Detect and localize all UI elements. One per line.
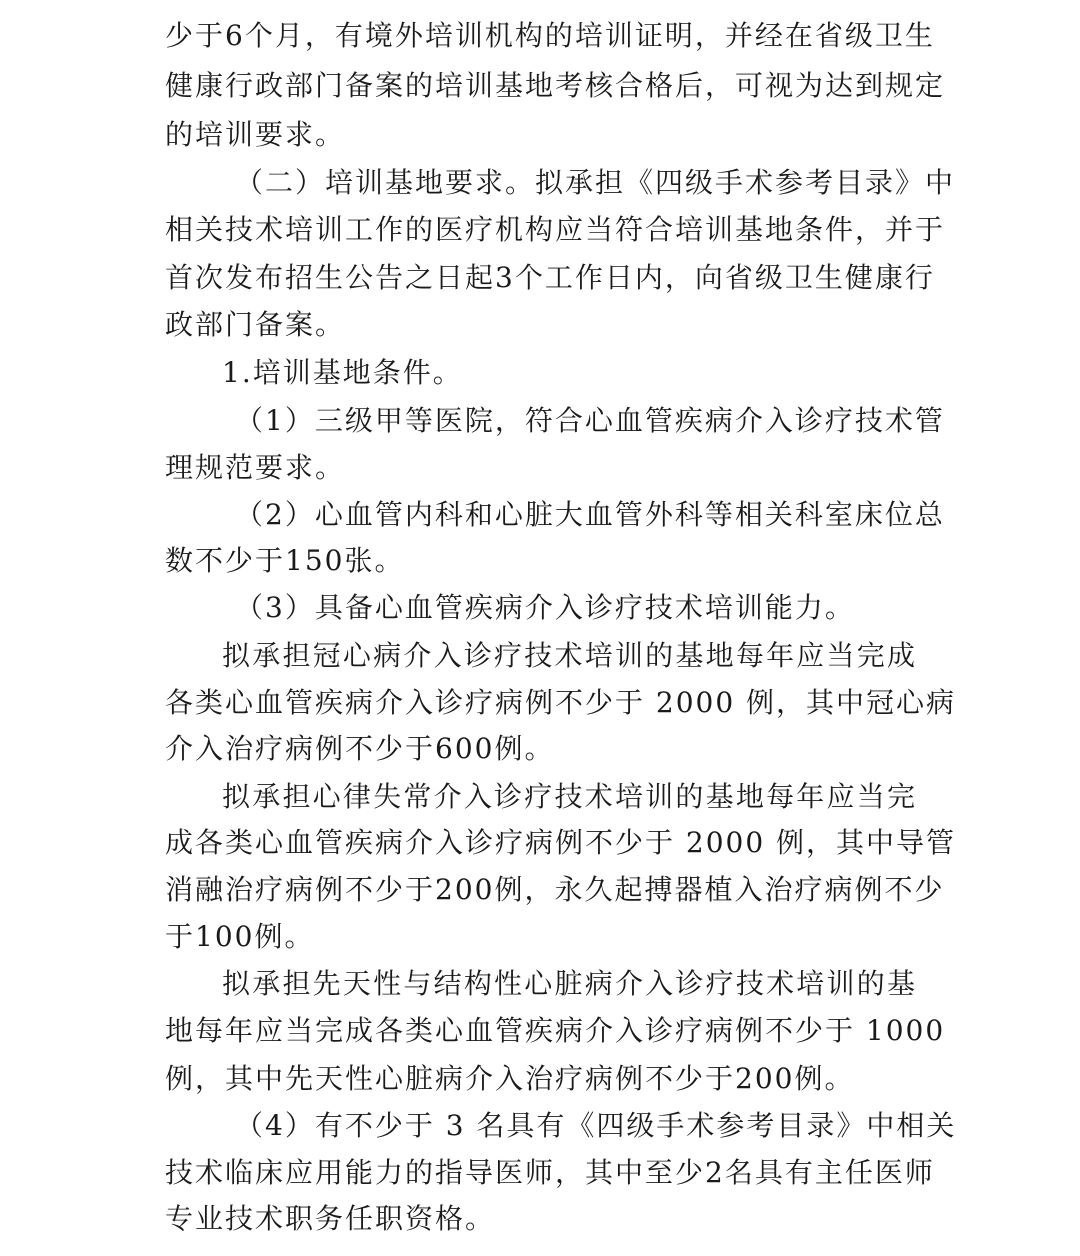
text-line: 例，其中先天性心脏病介入治疗病例不少于200例。 bbox=[165, 1062, 855, 1095]
text-line: 介入治疗病例不少于600例。 bbox=[165, 732, 555, 765]
text-line: 专业技术职务任职资格。 bbox=[165, 1202, 496, 1235]
text-line: 首次发布招生公告之日起3个工作日内，向省级卫生健康行 bbox=[165, 261, 935, 294]
text-line: 理规范要求。 bbox=[165, 451, 346, 484]
text-line: 拟承担冠心病介入诊疗技术培训的基地每年应当完成 bbox=[222, 639, 917, 672]
subsection-heading-line: 1.培训基地条件。 bbox=[222, 356, 463, 389]
text-line: 技术临床应用能力的指导医师，其中至少2名具有主任医师 bbox=[165, 1156, 935, 1189]
text-line: 拟承担先天性与结构性心脏病介入诊疗技术培训的基 bbox=[222, 967, 917, 1000]
text-line: 各类心血管疾病介入诊疗病例不少于 2000 例，其中冠心病 bbox=[165, 686, 957, 719]
text-line: 地每年应当完成各类心血管疾病介入诊疗病例不少于 1000 bbox=[165, 1014, 946, 1047]
text-line: 健康行政部门备案的培训基地考核合格后，可视为达到规定 bbox=[165, 69, 946, 102]
text-line: 数不少于150张。 bbox=[165, 544, 405, 577]
list-item-line: （1）三级甲等医院，符合心血管疾病介入诊疗技术管 bbox=[235, 404, 945, 437]
list-item-line: （3）具备心血管疾病介入诊疗技术培训能力。 bbox=[235, 591, 855, 624]
text-line: 成各类心血管疾病介入诊疗病例不少于 2000 例，其中导管 bbox=[165, 826, 957, 859]
text-line: 拟承担心律失常介入诊疗技术培训的基地每年应当完 bbox=[222, 780, 917, 813]
text-line: 消融治疗病例不少于200例，永久起搏器植入治疗病例不少 bbox=[165, 873, 945, 906]
text-line: 的培训要求。 bbox=[165, 118, 346, 151]
text-line: 于100例。 bbox=[165, 920, 315, 953]
list-item-line: （4）有不少于 3 名具有《四级手术参考目录》中相关 bbox=[235, 1109, 957, 1142]
text-line: 少于6个月，有境外培训机构的培训证明，并经在省级卫生 bbox=[165, 19, 935, 52]
section-heading-line: （二）培训基地要求。拟承担《四级手术参考目录》中 bbox=[235, 166, 956, 199]
list-item-line: （2）心血管内科和心脏大血管外科等相关科室床位总 bbox=[235, 498, 945, 531]
text-line: 政部门备案。 bbox=[165, 308, 346, 341]
text-line: 相关技术培训工作的医疗机构应当符合培训基地条件，并于 bbox=[165, 213, 946, 246]
